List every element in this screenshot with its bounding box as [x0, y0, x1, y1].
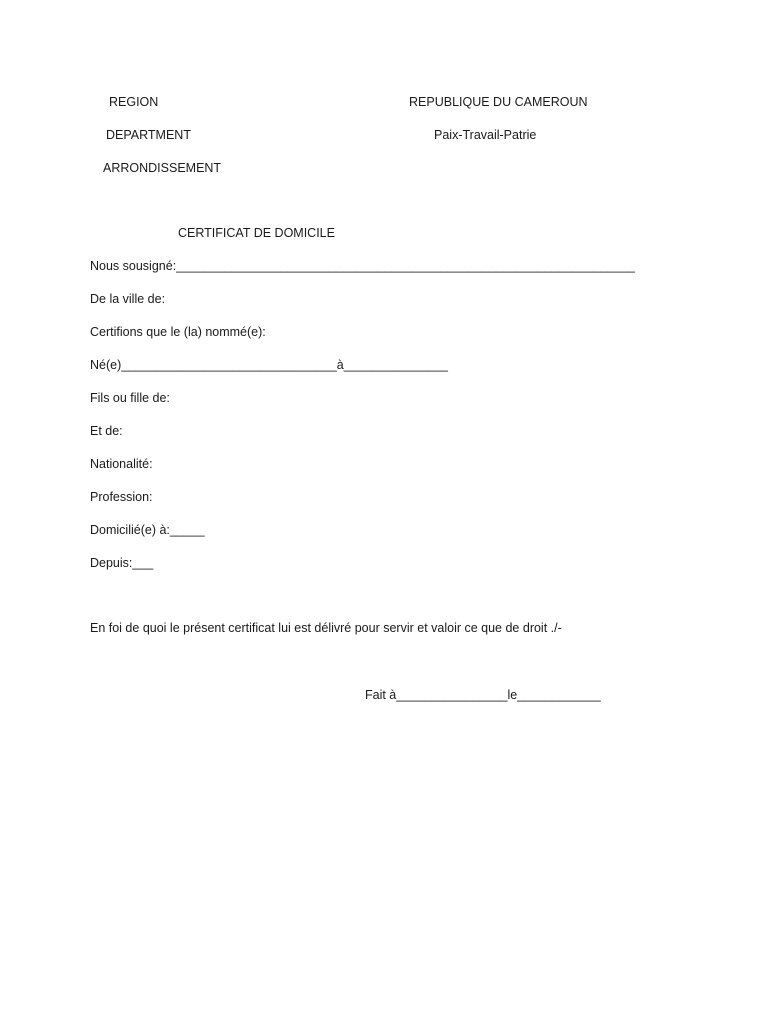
field-fils-fille: Fils ou fille de:: [90, 391, 170, 405]
field-ville: De la ville de:: [90, 292, 166, 306]
national-motto: Paix-Travail-Patrie: [434, 128, 537, 142]
department-label: DEPARTMENT: [106, 128, 191, 142]
document-title: CERTIFICAT DE DOMICILE: [178, 226, 335, 240]
field-certifions: Certifions que le (la) nommé(e):: [90, 325, 266, 339]
region-label: REGION: [109, 95, 159, 109]
field-depuis: Depuis:___: [90, 556, 154, 570]
country-name: REPUBLIQUE DU CAMEROUN: [409, 95, 588, 109]
field-et-de: Et de:: [90, 424, 123, 438]
field-domicilie: Domicilié(e) à:_____: [90, 523, 205, 537]
field-ne: Né(e)_______________________________à_______________: [90, 358, 448, 372]
arrondissement-label: ARRONDISSEMENT: [103, 161, 222, 175]
signature-line: Fait à________________le____________: [365, 688, 601, 702]
field-profession: Profession:: [90, 490, 153, 504]
field-nous-sousigne: Nous sousigné:__________________________________________________________________: [90, 259, 635, 273]
field-nationalite: Nationalité:: [90, 457, 153, 471]
closing-statement: En foi de quoi le présent certificat lui est délivré pour servir et valoir ce que de droit ./-: [90, 621, 562, 635]
